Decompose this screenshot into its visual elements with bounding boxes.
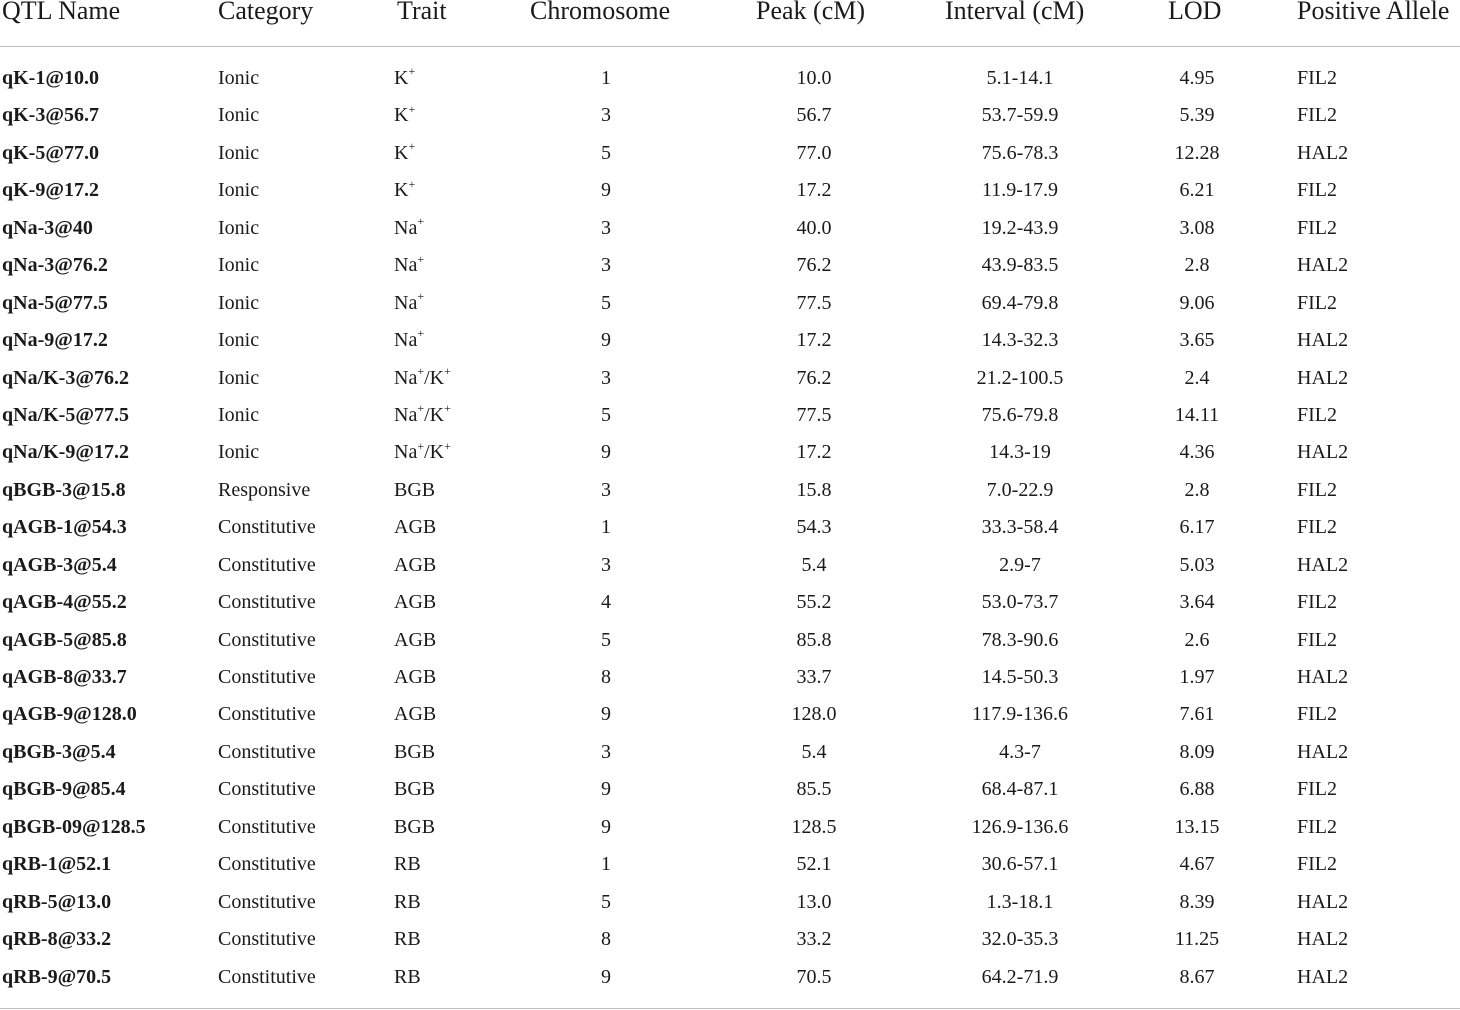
cell-qtl-name: qBGB-09@128.5 xyxy=(2,815,146,838)
cell-peak: 128.5 xyxy=(791,815,837,838)
cell-interval: 33.3-58.4 xyxy=(981,516,1059,539)
cell-interval: 43.9-83.5 xyxy=(981,254,1059,277)
table-row xyxy=(0,815,1460,852)
cell-chromosome: 9 xyxy=(601,965,611,988)
cell-chromosome: 3 xyxy=(601,553,611,576)
cell-qtl-name: qRB-5@13.0 xyxy=(2,890,112,913)
cell-qtl-name: qBGB-3@5.4 xyxy=(2,740,116,763)
cell-interval: 14.3-32.3 xyxy=(981,329,1059,352)
cell-trait: K+ xyxy=(394,64,416,89)
cell-qtl-name: qAGB-5@85.8 xyxy=(2,628,127,651)
cell-peak: 5.4 xyxy=(801,740,827,763)
table-row xyxy=(0,178,1460,215)
cell-peak: 40.0 xyxy=(796,216,832,239)
cell-chromosome: 5 xyxy=(601,291,611,314)
cell-interval: 2.9-7 xyxy=(999,553,1041,576)
cell-lod: 8.39 xyxy=(1179,890,1215,913)
cell-category: Constitutive xyxy=(218,516,316,539)
cell-peak: 76.2 xyxy=(796,366,832,389)
cell-lod: 5.03 xyxy=(1179,553,1215,576)
cell-chromosome: 3 xyxy=(601,216,611,239)
cell-trait: AGB xyxy=(394,666,437,688)
cell-category: Ionic xyxy=(218,216,260,239)
table-row xyxy=(0,553,1460,590)
cell-category: Responsive xyxy=(218,478,311,501)
cell-interval: 5.1-14.1 xyxy=(986,67,1054,89)
cell-trait: BGB xyxy=(394,478,436,501)
cell-category: Constitutive xyxy=(218,703,316,726)
cell-qtl-name: qAGB-1@54.3 xyxy=(2,516,127,539)
cell-chromosome: 9 xyxy=(601,329,611,352)
table-row xyxy=(0,628,1460,665)
cell-category: Ionic xyxy=(218,179,260,202)
cell-positive-allele: FIL2 xyxy=(1297,853,1337,876)
table-row xyxy=(0,103,1460,140)
qtl-table xyxy=(0,0,1460,47)
cell-chromosome: 1 xyxy=(601,516,611,539)
cell-peak: 56.7 xyxy=(796,104,832,127)
cell-chromosome: 8 xyxy=(601,666,611,688)
cell-qtl-name: qAGB-8@33.7 xyxy=(2,666,127,688)
cell-qtl-name: qNa/K-5@77.5 xyxy=(2,403,129,426)
cell-chromosome: 4 xyxy=(601,591,611,614)
cell-interval: 14.3-19 xyxy=(989,441,1051,464)
cell-lod: 3.64 xyxy=(1179,591,1215,614)
cell-lod: 2.8 xyxy=(1184,478,1210,501)
cell-trait: RB xyxy=(394,965,421,988)
cell-category: Ionic xyxy=(218,67,260,89)
cell-category: Ionic xyxy=(218,291,260,314)
cell-qtl-name: qK-9@17.2 xyxy=(2,179,99,202)
cell-interval: 68.4-87.1 xyxy=(981,778,1059,801)
cell-chromosome: 3 xyxy=(601,104,611,127)
cell-chromosome: 5 xyxy=(601,141,611,164)
cell-lod: 6.21 xyxy=(1179,179,1215,202)
cell-peak: 15.8 xyxy=(796,478,832,501)
header-qtl-name: QTL Name xyxy=(2,0,121,25)
cell-lod: 3.08 xyxy=(1179,216,1215,239)
cell-positive-allele: HAL2 xyxy=(1297,254,1349,277)
cell-qtl-name: qNa-3@40 xyxy=(2,216,93,239)
cell-category: Ionic xyxy=(218,141,260,164)
cell-interval: 21.2-100.5 xyxy=(976,366,1064,389)
cell-positive-allele: FIL2 xyxy=(1297,628,1337,651)
cell-lod: 8.67 xyxy=(1179,965,1215,988)
table-row xyxy=(0,515,1460,552)
cell-interval: 11.9-17.9 xyxy=(982,179,1058,202)
header-peak: Peak (cM) xyxy=(756,0,866,25)
cell-qtl-name: qAGB-3@5.4 xyxy=(2,553,117,576)
table-body xyxy=(0,66,1460,1002)
cell-positive-allele: HAL2 xyxy=(1297,965,1349,988)
cell-trait: AGB xyxy=(394,628,437,651)
cell-chromosome: 1 xyxy=(601,67,611,89)
cell-interval: 1.3-18.1 xyxy=(986,890,1054,913)
cell-positive-allele: HAL2 xyxy=(1297,553,1349,576)
cell-peak: 128.0 xyxy=(791,703,837,726)
cell-lod: 3.65 xyxy=(1179,329,1215,352)
cell-lod: 2.8 xyxy=(1184,254,1210,277)
cell-lod: 12.28 xyxy=(1174,141,1220,164)
cell-chromosome: 3 xyxy=(601,254,611,277)
cell-trait: AGB xyxy=(394,553,437,576)
cell-peak: 10.0 xyxy=(796,67,832,89)
cell-interval: 75.6-79.8 xyxy=(981,403,1059,426)
cell-peak: 77.5 xyxy=(796,403,832,426)
cell-chromosome: 9 xyxy=(601,179,611,202)
header-chromosome: Chromosome xyxy=(530,0,671,25)
table-row xyxy=(0,363,1460,403)
cell-interval: 78.3-90.6 xyxy=(981,628,1059,651)
cell-category: Constitutive xyxy=(218,553,316,576)
cell-trait: Na+/K+ xyxy=(394,438,451,464)
table-row xyxy=(0,927,1460,964)
cell-peak: 85.5 xyxy=(796,778,832,801)
table-row xyxy=(0,141,1460,178)
table-bottom-rule xyxy=(0,1008,1460,1009)
header-category: Category xyxy=(218,0,314,25)
cell-chromosome: 9 xyxy=(601,815,611,838)
cell-positive-allele: FIL2 xyxy=(1297,591,1337,614)
cell-positive-allele: FIL2 xyxy=(1297,216,1337,239)
table-row xyxy=(0,777,1460,814)
cell-qtl-name: qAGB-9@128.0 xyxy=(2,703,137,726)
cell-category: Ionic xyxy=(218,254,260,277)
cell-trait: AGB xyxy=(394,516,437,539)
table-row xyxy=(0,253,1460,290)
cell-positive-allele: HAL2 xyxy=(1297,329,1349,352)
cell-trait: RB xyxy=(394,928,421,951)
cell-lod: 6.17 xyxy=(1179,516,1215,539)
cell-trait: AGB xyxy=(394,703,437,726)
cell-category: Constitutive xyxy=(218,628,316,651)
cell-interval: 75.6-78.3 xyxy=(981,141,1059,164)
table-row xyxy=(0,328,1460,365)
cell-category: Constitutive xyxy=(218,965,316,988)
cell-qtl-name: qNa-9@17.2 xyxy=(2,329,108,352)
cell-category: Constitutive xyxy=(218,853,316,876)
cell-interval: 64.2-71.9 xyxy=(981,965,1059,988)
cell-interval: 7.0-22.9 xyxy=(986,478,1054,501)
cell-positive-allele: HAL2 xyxy=(1297,890,1349,913)
cell-lod: 1.97 xyxy=(1179,666,1215,688)
cell-positive-allele: HAL2 xyxy=(1297,740,1349,763)
table-header xyxy=(0,0,1460,47)
cell-trait: BGB xyxy=(394,815,436,838)
cell-lod: 8.09 xyxy=(1179,740,1215,763)
cell-lod: 5.39 xyxy=(1179,104,1215,127)
cell-category: Constitutive xyxy=(218,740,316,763)
cell-interval: 14.5-50.3 xyxy=(981,666,1059,688)
cell-chromosome: 9 xyxy=(601,703,611,726)
cell-peak: 17.2 xyxy=(796,179,832,202)
header-trait: Trait xyxy=(397,0,447,25)
cell-lod: 6.88 xyxy=(1179,778,1215,801)
cell-trait: Na+ xyxy=(394,288,425,314)
cell-lod: 2.4 xyxy=(1184,366,1210,389)
cell-peak: 5.4 xyxy=(801,553,827,576)
table-row xyxy=(0,478,1460,515)
cell-category: Ionic xyxy=(218,329,260,352)
header-interval: Interval (cM) xyxy=(945,0,1085,25)
table-row xyxy=(0,965,1460,1002)
cell-category: Ionic xyxy=(218,403,260,426)
cell-interval: 53.0-73.7 xyxy=(981,591,1059,614)
cell-peak: 76.2 xyxy=(796,254,832,277)
cell-trait: BGB xyxy=(394,740,436,763)
cell-lod: 11.25 xyxy=(1174,928,1220,951)
cell-qtl-name: qNa/K-9@17.2 xyxy=(2,441,129,464)
table-row xyxy=(0,852,1460,889)
cell-positive-allele: FIL2 xyxy=(1297,703,1337,726)
cell-peak: 55.2 xyxy=(796,591,832,614)
table-row xyxy=(0,216,1460,253)
cell-qtl-name: qRB-9@70.5 xyxy=(2,965,112,988)
cell-positive-allele: HAL2 xyxy=(1297,366,1349,389)
cell-peak: 70.5 xyxy=(796,965,832,988)
table-row xyxy=(0,66,1460,103)
header-positive-allele: Positive Allele xyxy=(1297,0,1450,25)
cell-positive-allele: HAL2 xyxy=(1297,928,1349,951)
table-row xyxy=(0,403,1460,440)
cell-trait: K+ xyxy=(394,139,416,164)
cell-chromosome: 8 xyxy=(601,928,611,951)
cell-qtl-name: qNa-5@77.5 xyxy=(2,291,108,314)
cell-interval: 69.4-79.8 xyxy=(981,291,1059,314)
cell-qtl-name: qNa-3@76.2 xyxy=(2,254,108,277)
table-row xyxy=(0,590,1460,627)
cell-chromosome: 9 xyxy=(601,441,611,464)
cell-category: Ionic xyxy=(218,104,260,127)
cell-qtl-name: qNa/K-3@76.2 xyxy=(2,366,129,389)
cell-interval: 53.7-59.9 xyxy=(981,104,1059,127)
cell-lod: 2.6 xyxy=(1184,628,1210,651)
cell-chromosome: 5 xyxy=(601,628,611,651)
cell-positive-allele: HAL2 xyxy=(1297,441,1349,464)
cell-trait: Na+/K+ xyxy=(394,401,451,426)
cell-positive-allele: FIL2 xyxy=(1297,516,1337,539)
cell-qtl-name: qBGB-9@85.4 xyxy=(2,778,126,801)
cell-chromosome: 1 xyxy=(601,853,611,876)
cell-trait: AGB xyxy=(394,591,437,614)
cell-chromosome: 9 xyxy=(601,778,611,801)
cell-peak: 85.8 xyxy=(796,628,832,651)
cell-trait: K+ xyxy=(394,176,416,202)
header-lod: LOD xyxy=(1168,0,1222,25)
cell-peak: 77.0 xyxy=(796,141,832,164)
cell-trait: Na+ xyxy=(394,326,425,352)
cell-category: Constitutive xyxy=(218,666,316,688)
cell-category: Ionic xyxy=(218,366,260,389)
cell-positive-allele: FIL2 xyxy=(1297,291,1337,314)
cell-qtl-name: qRB-8@33.2 xyxy=(2,928,112,951)
cell-trait: Na+ xyxy=(394,251,425,277)
cell-qtl-name: qK-3@56.7 xyxy=(2,104,99,127)
cell-lod: 4.95 xyxy=(1179,67,1215,89)
cell-qtl-name: qK-1@10.0 xyxy=(2,67,99,89)
cell-peak: 17.2 xyxy=(796,441,832,464)
cell-interval: 32.0-35.3 xyxy=(981,928,1059,951)
cell-positive-allele: FIL2 xyxy=(1297,104,1337,127)
cell-interval: 30.6-57.1 xyxy=(981,853,1059,876)
table-row xyxy=(0,440,1460,477)
table-row xyxy=(0,740,1460,777)
cell-chromosome: 3 xyxy=(601,366,611,389)
cell-positive-allele: FIL2 xyxy=(1297,815,1337,838)
cell-chromosome: 5 xyxy=(601,890,611,913)
cell-positive-allele: HAL2 xyxy=(1297,141,1349,164)
cell-trait: BGB xyxy=(394,778,436,801)
cell-trait: Na+ xyxy=(394,214,425,239)
cell-qtl-name: qK-5@77.0 xyxy=(2,141,99,164)
table-row xyxy=(0,702,1460,739)
cell-trait: K+ xyxy=(394,101,416,127)
cell-lod: 9.06 xyxy=(1179,291,1215,314)
cell-trait: RB xyxy=(394,890,421,913)
cell-qtl-name: qBGB-3@15.8 xyxy=(2,478,126,501)
cell-trait: Na+/K+ xyxy=(394,363,451,389)
cell-positive-allele: FIL2 xyxy=(1297,67,1337,89)
cell-peak: 52.1 xyxy=(796,853,832,876)
cell-positive-allele: FIL2 xyxy=(1297,403,1337,426)
cell-interval: 19.2-43.9 xyxy=(981,216,1059,239)
cell-trait: RB xyxy=(394,853,421,876)
table-row xyxy=(0,288,1460,328)
cell-chromosome: 3 xyxy=(601,740,611,763)
cell-peak: 33.2 xyxy=(796,928,832,951)
table-row xyxy=(0,890,1460,927)
cell-lod: 7.61 xyxy=(1179,703,1215,726)
cell-peak: 33.7 xyxy=(796,666,832,688)
cell-peak: 77.5 xyxy=(796,291,832,314)
cell-peak: 54.3 xyxy=(796,516,832,539)
cell-positive-allele: HAL2 xyxy=(1297,666,1349,688)
cell-positive-allele: FIL2 xyxy=(1297,478,1337,501)
cell-qtl-name: qRB-1@52.1 xyxy=(2,853,112,876)
cell-qtl-name: qAGB-4@55.2 xyxy=(2,591,127,614)
cell-positive-allele: FIL2 xyxy=(1297,179,1337,202)
cell-interval: 126.9-136.6 xyxy=(971,815,1069,838)
cell-category: Constitutive xyxy=(218,928,316,951)
cell-interval: 4.3-7 xyxy=(999,740,1041,763)
cell-chromosome: 3 xyxy=(601,478,611,501)
cell-peak: 17.2 xyxy=(796,329,832,352)
cell-category: Constitutive xyxy=(218,890,316,913)
cell-lod: 4.36 xyxy=(1179,441,1215,464)
cell-category: Constitutive xyxy=(218,815,316,838)
table-row xyxy=(0,665,1460,702)
cell-category: Ionic xyxy=(218,441,260,464)
cell-lod: 4.67 xyxy=(1179,853,1215,876)
cell-chromosome: 5 xyxy=(601,403,611,426)
cell-peak: 13.0 xyxy=(796,890,832,913)
cell-lod: 14.11 xyxy=(1174,403,1220,426)
cell-category: Constitutive xyxy=(218,778,316,801)
cell-interval: 117.9-136.6 xyxy=(972,703,1068,726)
cell-positive-allele: FIL2 xyxy=(1297,778,1337,801)
cell-category: Constitutive xyxy=(218,591,316,614)
cell-lod: 13.15 xyxy=(1174,815,1220,838)
